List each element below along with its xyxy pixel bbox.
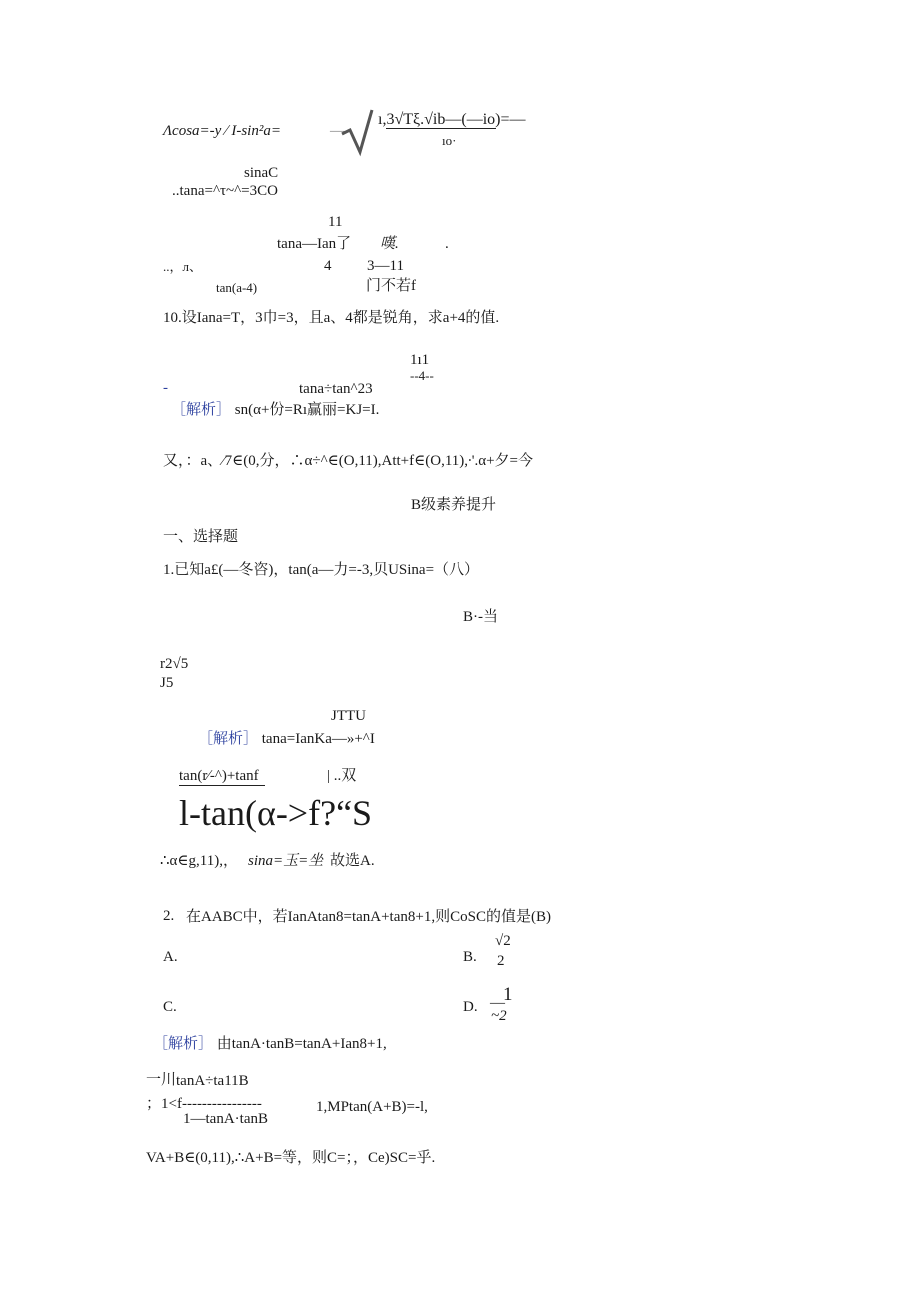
- conclusion-1a: ∴α∈g,11),，: [160, 853, 238, 869]
- derivation-numerator: tanA÷ta11B: [176, 1073, 249, 1089]
- derivation-bar: ；1<f----------------: [146, 1096, 262, 1112]
- equation-denominator: ıo·: [442, 133, 457, 148]
- derivation-prefix: 一川: [146, 1072, 177, 1088]
- solution-3: ［解析］ 由tanA·tanB=tanA+Ian8+1,: [153, 1036, 387, 1052]
- option-b-1: B·-当: [463, 609, 498, 625]
- fraction-aside: | ..双: [327, 768, 357, 784]
- part-heading: 一、选择题: [163, 529, 239, 545]
- option-c-label: C.: [163, 999, 177, 1015]
- option-d-denominator: ~2: [491, 1008, 507, 1024]
- option-d-label: D.: [463, 999, 478, 1015]
- denominator-4: 4: [324, 258, 332, 274]
- fraction-underline: [179, 785, 265, 786]
- solution-1-continued: 又，：a、⁄7∈(0,分，∴α÷^∈(O,11),Att+f∈(O,11),∙'.α+夕=今: [163, 453, 533, 469]
- solution-marker: ［解析］: [171, 402, 232, 418]
- question-2: 在AABC中，若IanAtan8=tanA+tan8+1,则CoSC的值是(B): [186, 909, 551, 925]
- question-10: 10.设Iana=T，3巾=3，且a、4都是锐角，求a+4的值.: [163, 310, 500, 326]
- denominator-3-11: 3—11: [367, 258, 404, 274]
- option-b-label: B.: [463, 949, 477, 965]
- radical-sign: [340, 108, 374, 154]
- option-c-1-top: r2√5: [160, 656, 189, 672]
- option-b-numerator: √2: [495, 933, 511, 949]
- garbled-symbols: ..，л、: [163, 259, 202, 274]
- fraction-bar: [386, 128, 496, 129]
- option-a-label: A.: [163, 949, 178, 965]
- equation-cos: Λcosa=-y ∕ I-sin²a=: [163, 123, 281, 139]
- conclusion-1c: 故选A.: [330, 853, 375, 869]
- solution-2-clip: ［解析］ tana=IanKa—»+^I: [198, 731, 375, 747]
- dot: .: [445, 236, 449, 252]
- option-c-1-bottom: J5: [160, 675, 174, 691]
- section-title: B级素养提升: [411, 497, 497, 513]
- fraction-numerator-2: tan(r∕-^)+tanf: [179, 768, 259, 784]
- large-denominator: l-tan(α->f?“S: [179, 793, 373, 833]
- solution-1: ［解析］ sn(α+份=Rı赢丽=KJ=I.: [171, 402, 380, 418]
- equation-dash: —: [330, 123, 345, 139]
- fraction-top: 1ı1: [410, 352, 430, 368]
- question-1: 1.已知a£(—冬咨)，tan(a—力=-3,贝USina=（八）: [163, 562, 480, 578]
- conclusion-1b: sina=玉=坐: [248, 853, 324, 869]
- garbled-text: 嘆.: [380, 236, 399, 252]
- solution-marker: ［解析］: [153, 1036, 214, 1052]
- equation-root-expression: ı,3√Tξ.√ib—(—io)=—: [378, 111, 526, 128]
- final-line: VA+B∈(0,11),∴A+B=等，则C=；，Ce)SC=乎.: [146, 1150, 436, 1166]
- option-d-minus: —: [490, 995, 505, 1011]
- option-d-numerator: 1: [503, 984, 513, 1005]
- fraction-mid: --4--: [410, 368, 434, 383]
- solution-marker: ［解析］: [198, 731, 259, 747]
- fraction-numerator: 11: [328, 214, 343, 230]
- fraction-bottom: tana÷tan^23: [299, 381, 373, 397]
- tan-equation: ..tana=^τ~^=3CO: [172, 183, 278, 199]
- derivation-denominator: 1—tanA·tanB: [183, 1111, 268, 1127]
- clipped-line: tan(a-4) 门不若f: [216, 278, 416, 295]
- question-2-number: 2.: [163, 908, 175, 924]
- option-b-denominator: 2: [497, 953, 505, 969]
- garbled-jttu: JTTU: [331, 708, 366, 724]
- tan-difference: tana—Ian了: [277, 236, 352, 252]
- sin-numerator: sinaC: [244, 165, 279, 181]
- derivation-result: 1,MPtan(A+B)=-l,: [316, 1099, 428, 1115]
- blue-dash: -: [163, 380, 168, 396]
